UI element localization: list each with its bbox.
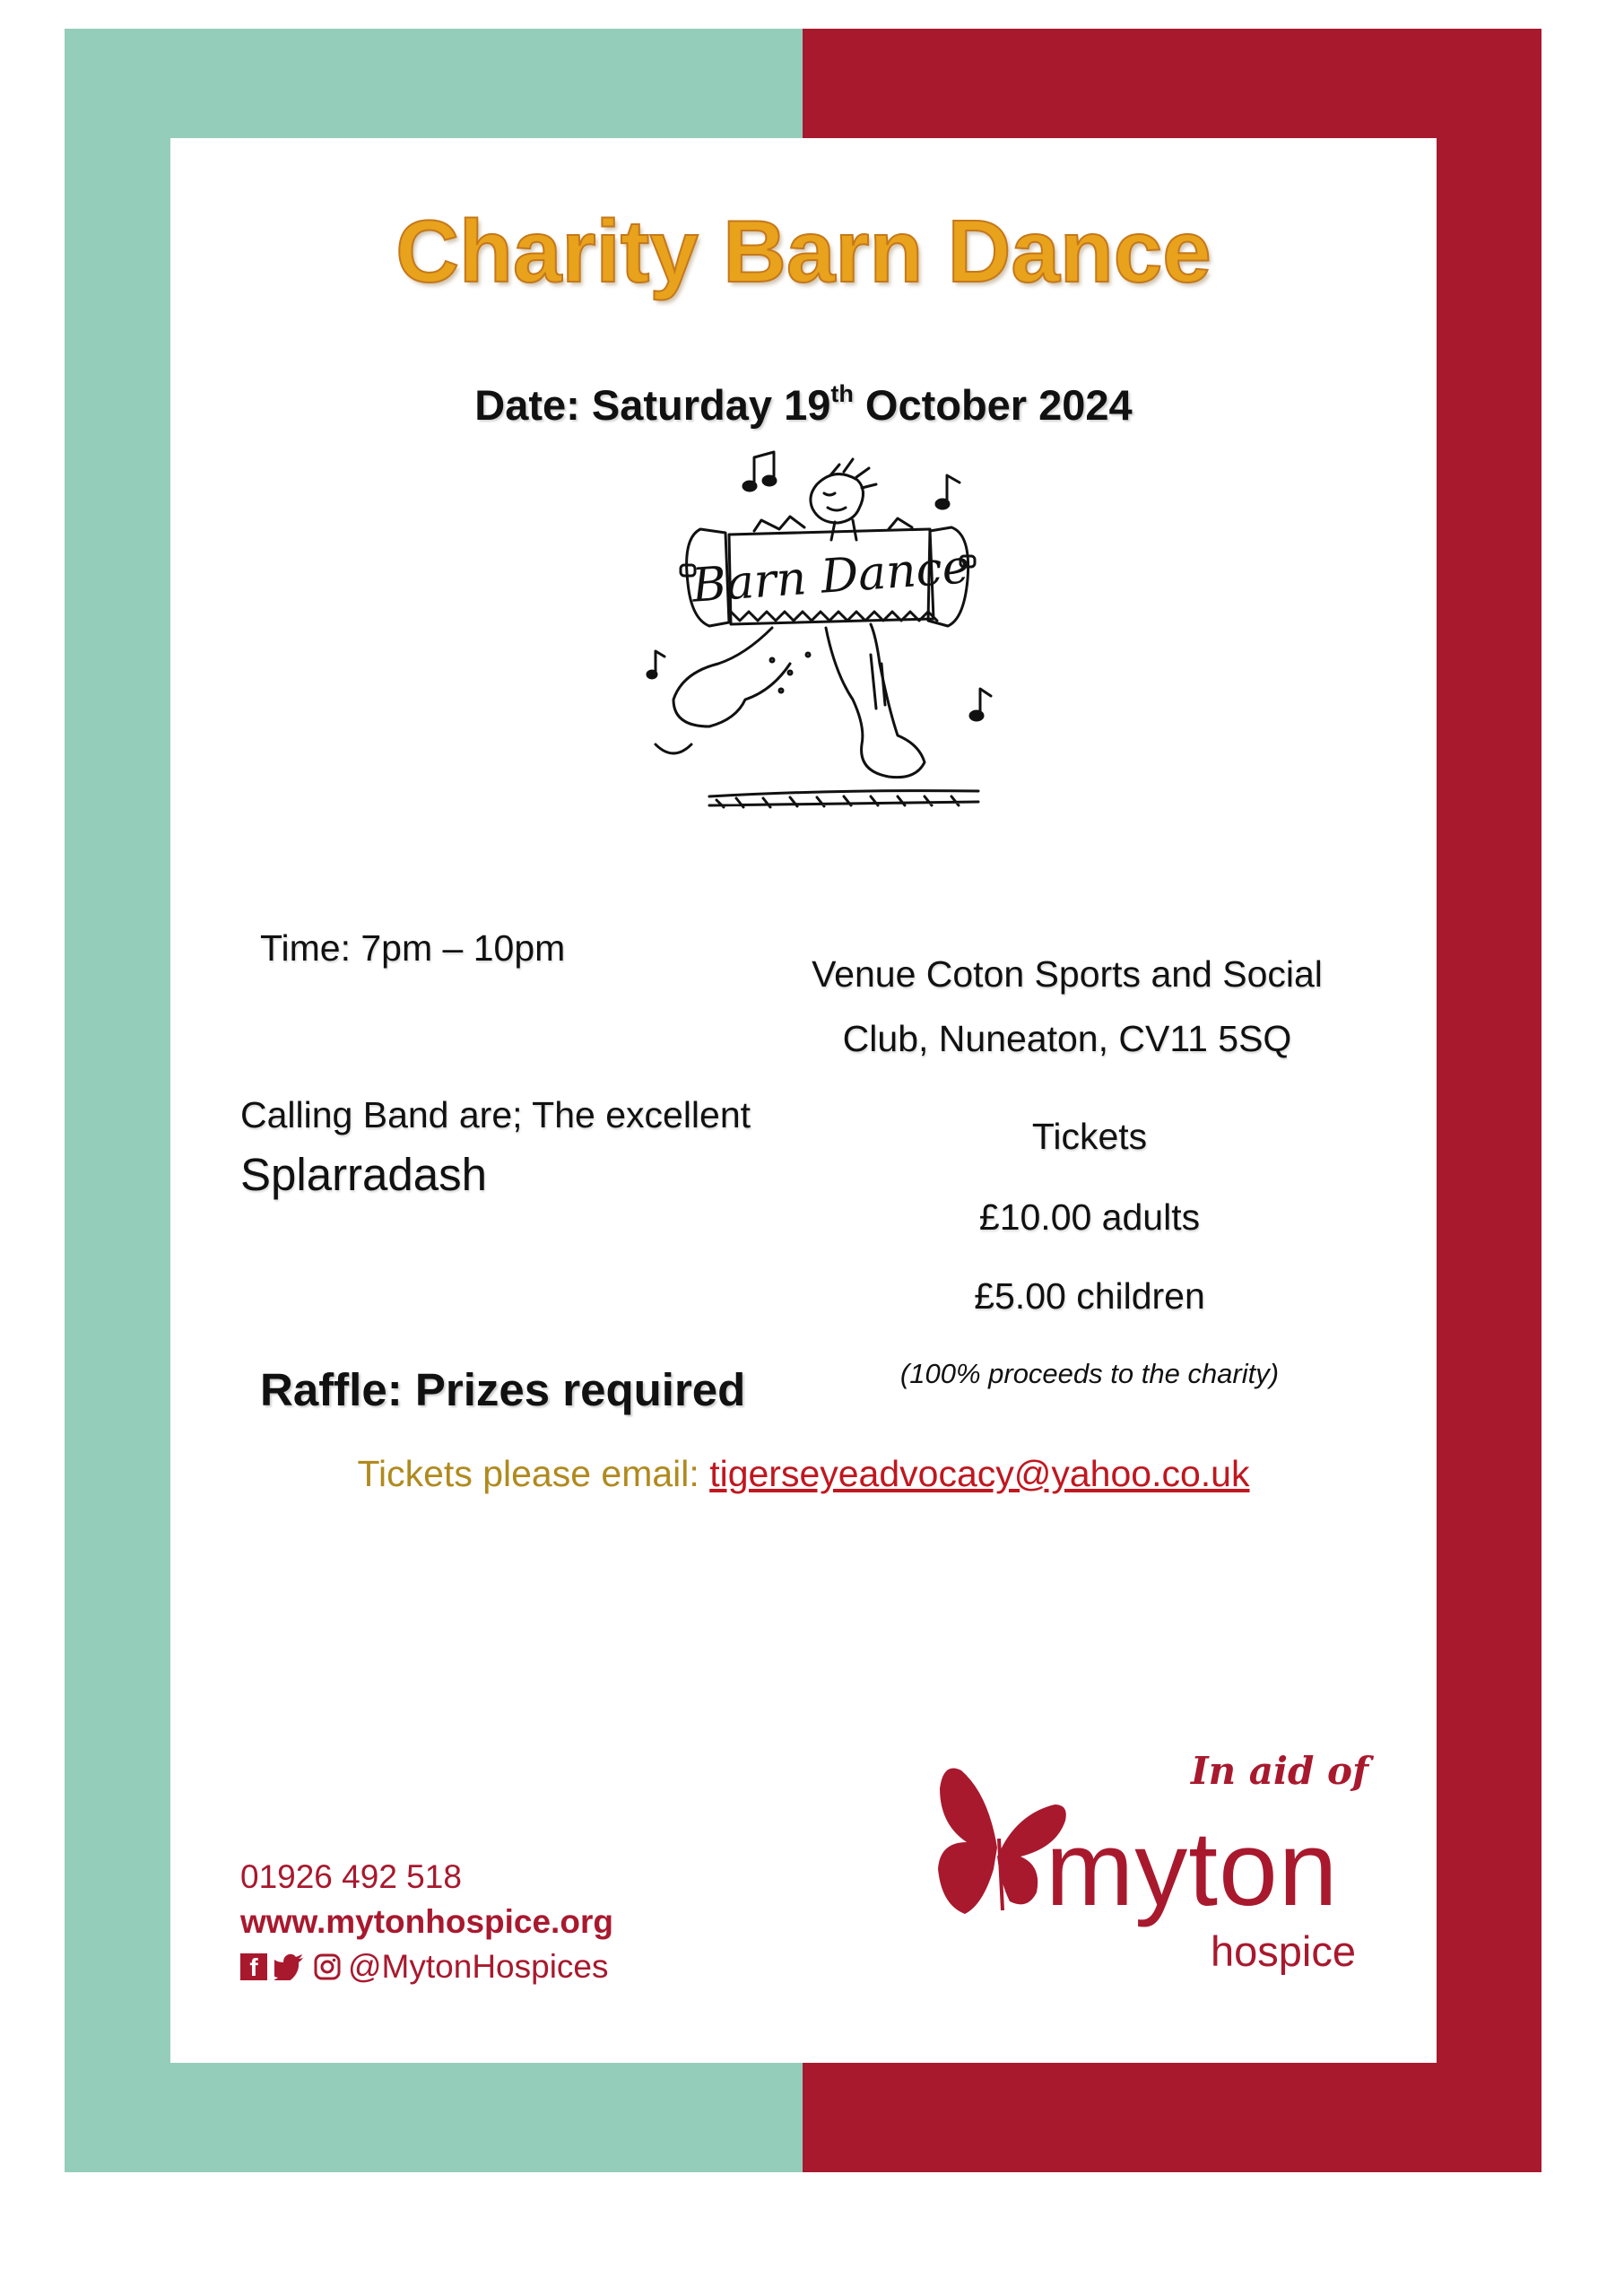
social-row — [240, 1948, 609, 1986]
in-aid-of-label: In aid of — [1191, 1749, 1369, 1793]
proceeds-note: (100% proceeds to the charity) — [899, 1358, 1280, 1389]
illustration-caption: Barn Dance — [690, 540, 972, 613]
date-rest: October 2024 — [853, 381, 1133, 429]
tickets-heading: Tickets — [1031, 1116, 1148, 1157]
date-prefix: Date: Saturday 19 — [474, 381, 831, 429]
event-venue — [789, 942, 1345, 1071]
phone-number: 01926 492 518 — [240, 1858, 462, 1895]
website-link[interactable]: www.mytonhospice.org — [240, 1903, 613, 1940]
myton-wordmark: myton — [1046, 1810, 1339, 1928]
hospice-wordmark: hospice — [1211, 1927, 1356, 1975]
ticket-contact — [170, 1453, 1437, 1495]
date-ordinal: th — [830, 380, 854, 407]
band-intro: Calling Band are; The excellent — [240, 1094, 751, 1135]
venue-line-2: Club, Nuneaton, CV11 5SQ — [842, 1018, 1292, 1059]
facebook-icon[interactable]: f — [240, 1953, 267, 1980]
price-children: £5.00 children — [974, 1275, 1205, 1317]
email-prefix: Tickets please email: — [357, 1453, 710, 1494]
flyer-title: Charity Barn Dance — [395, 202, 1211, 300]
twitter-icon[interactable] — [274, 1953, 307, 1980]
barn-dance-illustration — [638, 448, 1046, 845]
email-link[interactable]: tigerseyeadvocacy@yahoo.co.uk — [709, 1453, 1250, 1494]
raffle-notice: Raffle: Prizes required — [260, 1364, 746, 1415]
band-name: Splarradash — [240, 1149, 487, 1200]
social-handle: @MytonHospices — [348, 1948, 609, 1985]
flyer-panel — [170, 138, 1437, 2063]
price-adults: £10.00 adults — [978, 1196, 1201, 1238]
event-time: Time: 7pm – 10pm — [260, 927, 566, 969]
instagram-icon[interactable] — [314, 1953, 341, 1980]
venue-line-1: Venue Coton Sports and Social — [812, 953, 1323, 995]
event-date — [170, 380, 1437, 430]
